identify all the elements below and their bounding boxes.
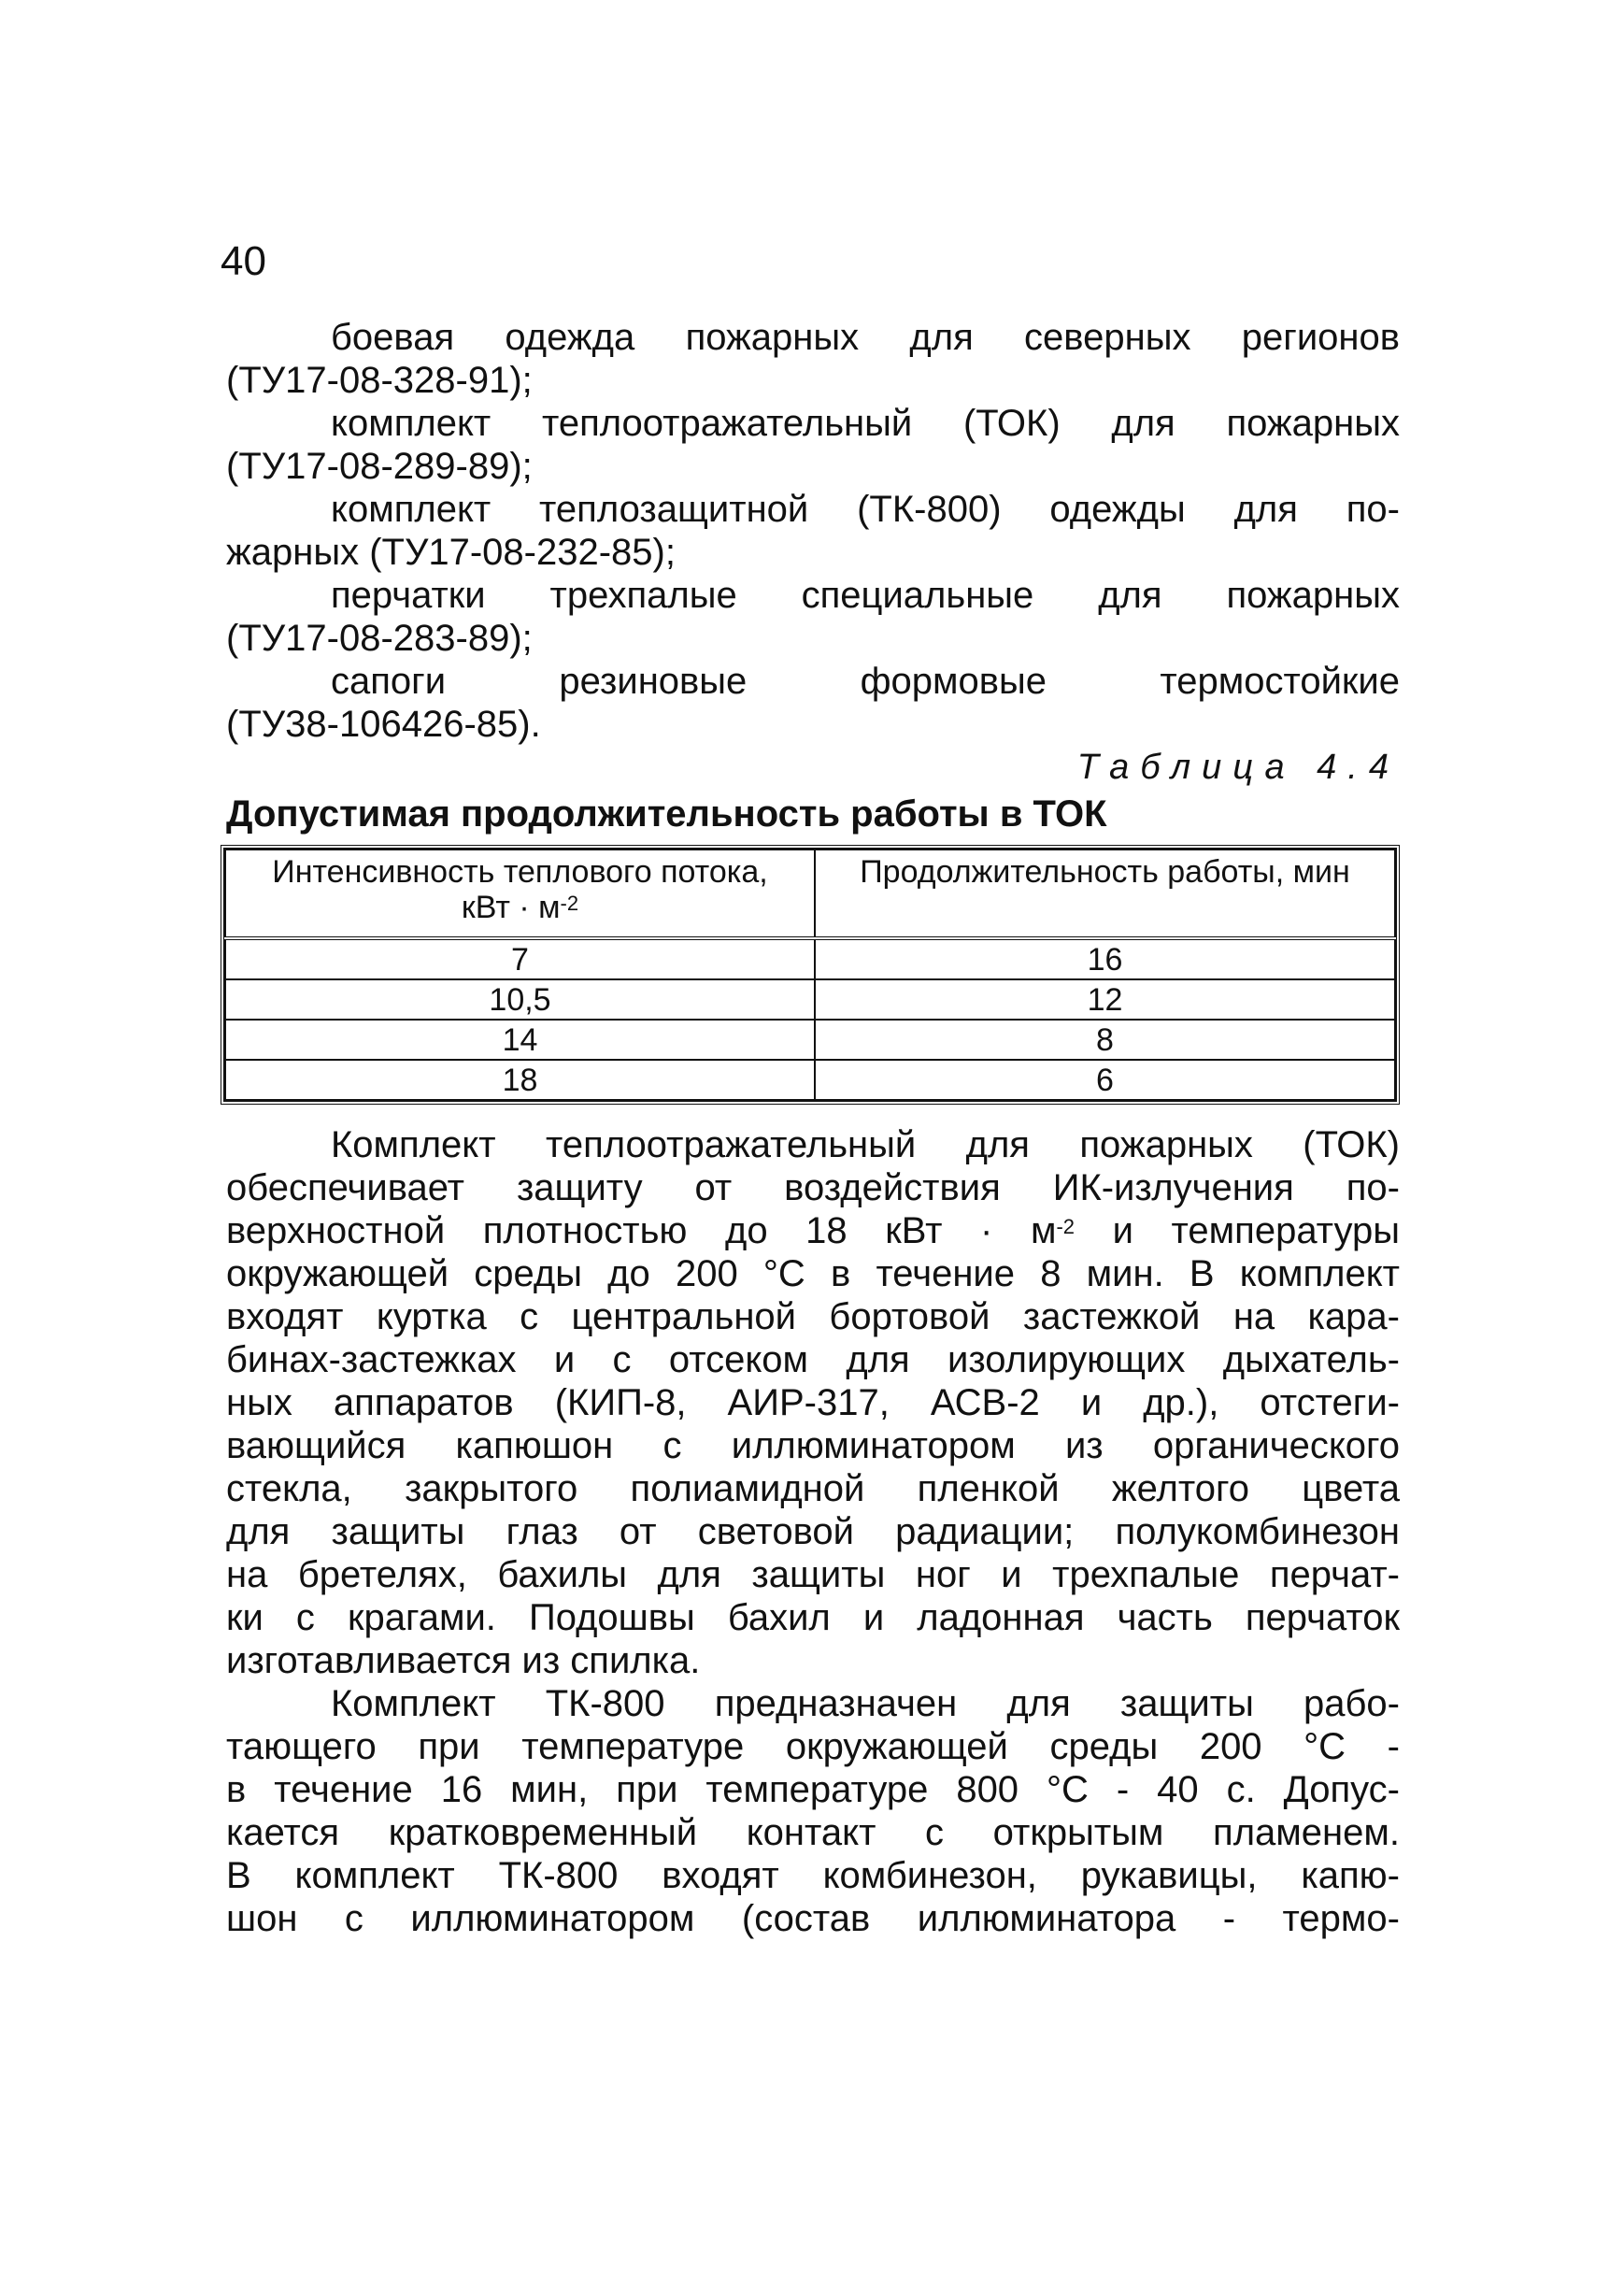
- header-duration: Продолжительность работы, мин: [815, 849, 1395, 938]
- table-row: [225, 979, 1395, 1020]
- paragraph-line: ки с крагами. Подошвы бахил и ладонная часть перчаток: [226, 1597, 1400, 1638]
- paragraph-line: В комплект ТК-800 входят комбинезон, рукавицы, капю-: [226, 1855, 1400, 1896]
- header-intensity-exponent: -2: [560, 892, 579, 915]
- paragraph-line: шон с иллюминатором (состав иллюминатора - термо-: [226, 1898, 1400, 1939]
- list-item: [226, 316, 1400, 402]
- list-item-line: (ТУ17-08-283-89);: [226, 618, 533, 659]
- paragraph-line: кается кратковременный контакт с открытым пламенем.: [226, 1812, 1400, 1853]
- cell-duration: 12: [815, 979, 1395, 1020]
- paragraph-line: Комплект теплоотражательный для пожарных (ТОК): [331, 1124, 1400, 1165]
- list-item-line: боевая одежда пожарных для северных регионов: [331, 317, 1400, 358]
- paragraph-line: в течение 16 мин, при температуре 800 °С - 40 с. Допус-: [226, 1769, 1400, 1810]
- list-item: [226, 488, 1400, 574]
- paragraph-line: тающего при температуре окружающей среды 200 °С -: [226, 1726, 1400, 1767]
- paragraph-line: стекла, закрытого полиамидной пленкой желтого цвета: [226, 1468, 1400, 1509]
- cell-intensity: 10,5: [225, 979, 815, 1020]
- duration-table: [221, 845, 1400, 1105]
- paragraph-line: Комплект ТК-800 предназначен для защиты рабо-: [331, 1683, 1400, 1724]
- cell-duration: 8: [815, 1020, 1395, 1060]
- list-item-line: комплект теплоотражательный (ТОК) для пожарных: [331, 403, 1400, 444]
- paragraph-line: окружающей среды до 200 °С в течение 8 мин. В комплект: [226, 1253, 1400, 1294]
- cell-intensity: 18: [225, 1060, 815, 1100]
- table-row: [225, 1020, 1395, 1060]
- exponent: -2: [1056, 1215, 1076, 1238]
- list-item-line: жарных (ТУ17-08-232-85);: [226, 532, 676, 573]
- paragraph-line: на бретелях, бахилы для защиты ног и трехпалые перчат-: [226, 1554, 1400, 1595]
- paragraph-line: бинах-застежках и с отсеком для изолирующих дыхатель-: [226, 1339, 1400, 1380]
- table-row: [225, 938, 1395, 979]
- cell-duration: 6: [815, 1060, 1395, 1100]
- header-intensity-label: Интенсивность теплового потока,: [272, 854, 768, 890]
- paragraph-line: изготавливается из спилка.: [226, 1640, 701, 1681]
- table-header-row: [225, 849, 1395, 938]
- cell-intensity: 7: [225, 938, 815, 979]
- paragraph-tk800: [226, 1682, 1400, 1940]
- paragraph-line-part: верхностной плотностью до 18 кВт · м: [226, 1210, 1057, 1251]
- paragraph-line: входят куртка с центральной бортовой застежкой на кара-: [226, 1296, 1400, 1337]
- page-number: 40: [221, 238, 266, 284]
- paragraph-line-part: и температуры: [1075, 1210, 1400, 1251]
- table-row: [225, 1060, 1395, 1100]
- list-item: [226, 660, 1400, 746]
- list-item: [226, 574, 1400, 660]
- paragraph-line: обеспечивает защиту от воздействия ИК-излучения по-: [226, 1167, 1400, 1208]
- list-item-line: сапоги резиновые формовые термостойкие: [331, 661, 1400, 702]
- cell-intensity: 14: [225, 1020, 815, 1060]
- header-intensity-unit: кВт · м: [461, 890, 561, 925]
- list-item-line: (ТУ17-08-328-91);: [226, 360, 533, 401]
- paragraph-line: вающийся капюшон с иллюминатором из органического: [226, 1425, 1400, 1466]
- cell-duration: 16: [815, 938, 1395, 979]
- header-intensity: [225, 849, 815, 938]
- paragraph-tok: [226, 1123, 1400, 1682]
- paragraph-line-with-exponent: [226, 1209, 1400, 1252]
- paragraph-line: ных аппаратов (КИП-8, АИР-317, АСВ-2 и др.), отстеги-: [226, 1382, 1400, 1423]
- list-item-line: (ТУ17-08-289-89);: [226, 446, 533, 487]
- list-item-line: перчатки трехпалые специальные для пожарных: [331, 575, 1400, 616]
- table-title: Допустимая продолжительность работы в ТОК: [226, 793, 1107, 835]
- standards-list: [226, 316, 1400, 746]
- list-item-line: комплект теплозащитной (ТК-800) одежды для по-: [331, 489, 1400, 530]
- table-caption: Таблица 4.4: [1076, 748, 1400, 787]
- list-item-line: (ТУ38-106426-85).: [226, 704, 541, 745]
- paragraph-line: для защиты глаз от световой радиации; полукомбинезон: [226, 1511, 1400, 1552]
- list-item: [226, 402, 1400, 488]
